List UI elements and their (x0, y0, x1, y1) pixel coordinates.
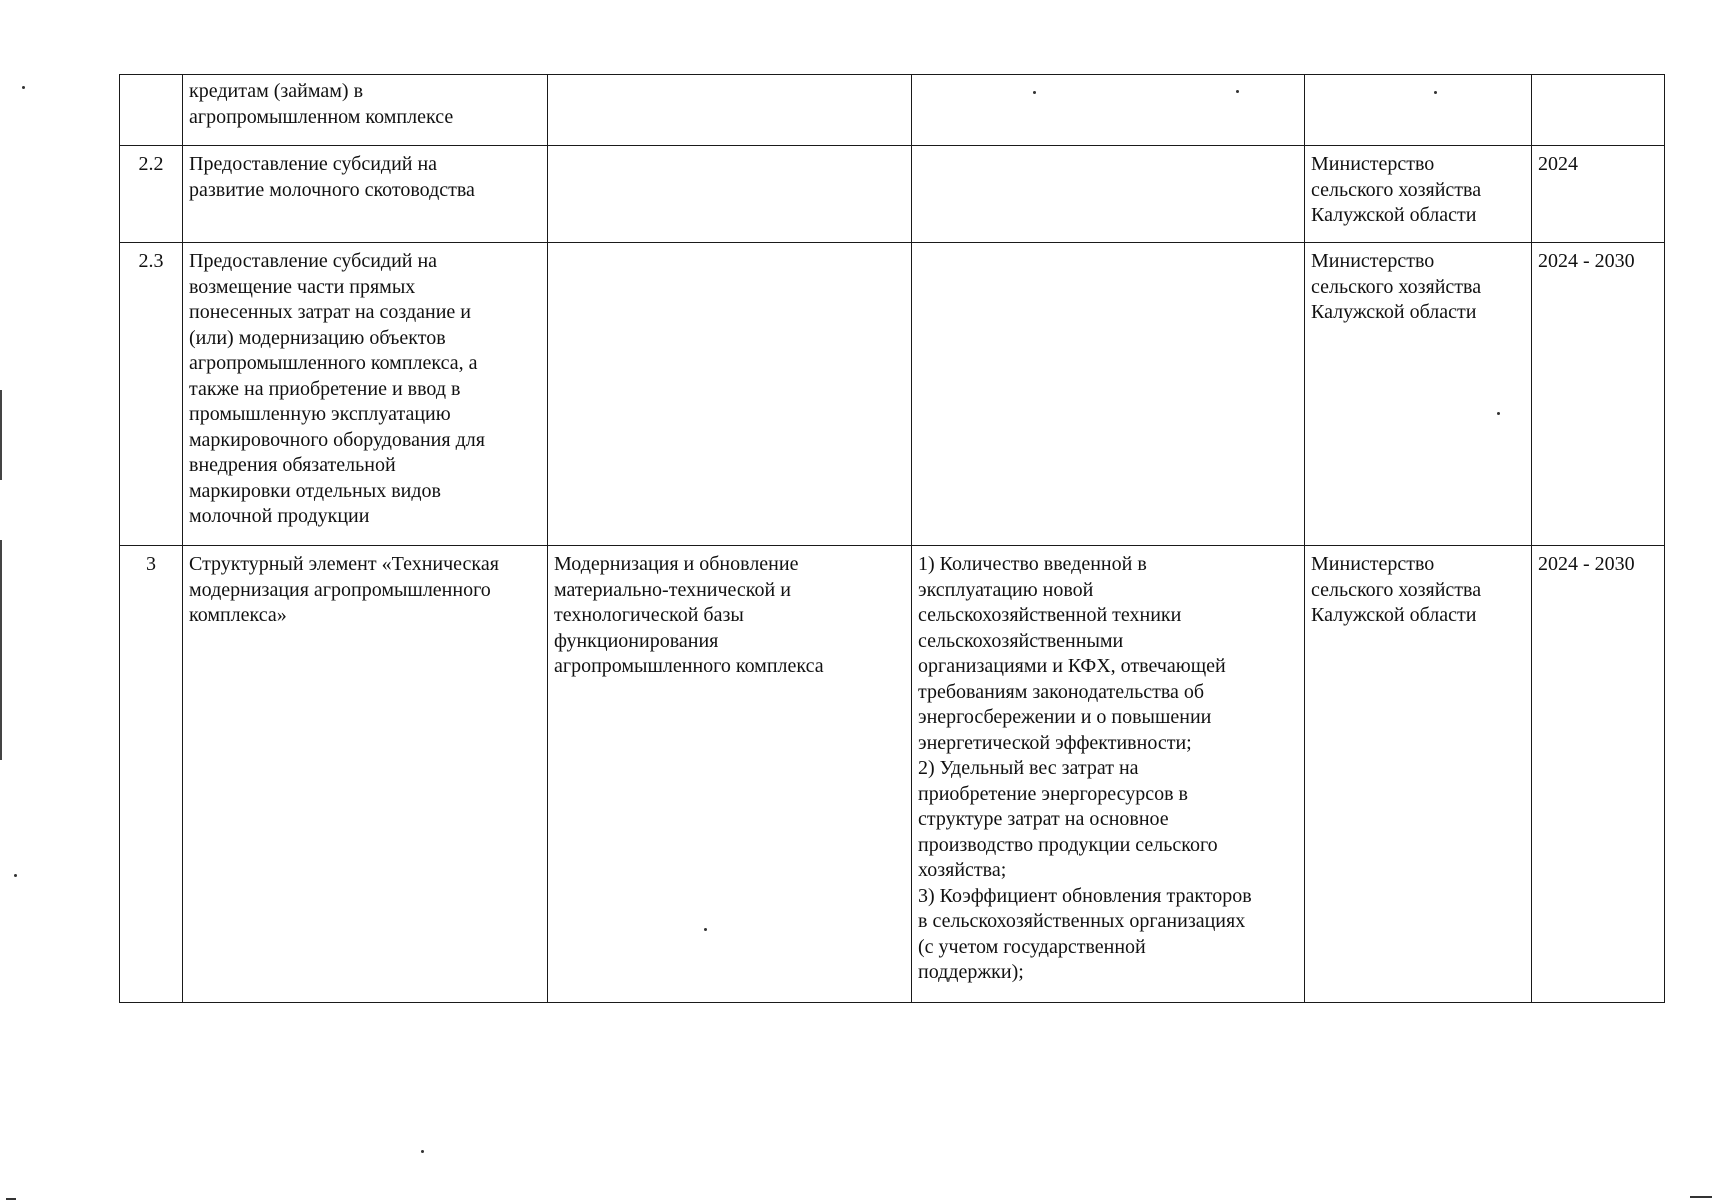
scan-speck (14, 874, 17, 877)
task-cell: Модернизация и обновление материально-технической и технологической базы функционирования агропромышленного комплекса (548, 546, 912, 1003)
row-number-cell (120, 75, 183, 146)
table-row (120, 243, 1665, 546)
responsible-cell: Министерство сельского хозяйства Калужской области (1305, 146, 1532, 243)
scan-speck (1434, 91, 1437, 94)
row-number-cell: 3 (120, 546, 183, 1003)
scan-speck (1690, 1196, 1712, 1198)
task-cell (548, 243, 912, 546)
task-cell (548, 146, 912, 243)
scan-edge-mark (0, 540, 2, 760)
row-number-cell: 2.3 (120, 243, 183, 546)
period-cell: 2024 - 2030 (1532, 243, 1665, 546)
scan-speck (1497, 412, 1500, 415)
measure-name-cell: Предоставление субсидий на развитие молочного скотоводства (183, 146, 548, 243)
indicator-cell (912, 146, 1305, 243)
table-row (120, 546, 1665, 1003)
scan-edge-mark (0, 390, 2, 480)
responsible-cell: Министерство сельского хозяйства Калужской области (1305, 243, 1532, 546)
period-cell (1532, 75, 1665, 146)
program-table (119, 74, 1665, 1003)
measure-name-cell: Предоставление субсидий на возмещение части прямых понесенных затрат на создание и (или) модернизацию объектов агропромышленного комплекса, а также на приобретение и ввод в промышленную эксплуатацию маркировочного оборудования для внедрения обязательной маркировки отдельных видов молочной продукции (183, 243, 548, 546)
responsible-cell: Министерство сельского хозяйства Калужской области (1305, 546, 1532, 1003)
table-row (120, 75, 1665, 146)
row-number-cell: 2.2 (120, 146, 183, 243)
indicator-cell: 1) Количество введенной в эксплуатацию новой сельскохозяйственной техники сельскохозяйственными организациями и КФХ, отвечающей требованиям законодательства об энергосбережении и о повышении энергетической эффективности; 2) Удельный вес затрат на приобретение энергоресурсов в структуре затрат на основное производство продукции сельского хозяйства; 3) Коэффициент обновления тракторов в сельскохозяйственных организациях (с учетом государственной поддержки); (912, 546, 1305, 1003)
indicator-cell (912, 243, 1305, 546)
period-cell: 2024 (1532, 146, 1665, 243)
scan-speck (704, 928, 707, 931)
responsible-cell (1305, 75, 1532, 146)
task-cell (548, 75, 912, 146)
scan-speck (1033, 91, 1036, 94)
scan-speck (22, 86, 25, 89)
table-row (120, 146, 1665, 243)
scan-speck (1236, 90, 1239, 93)
period-cell: 2024 - 2030 (1532, 546, 1665, 1003)
measure-name-cell: Структурный элемент «Техническая модернизация агропромышленного комплекса» (183, 546, 548, 1003)
indicator-cell (912, 75, 1305, 146)
scan-speck (421, 1150, 424, 1153)
measure-name-cell: кредитам (займам) в агропромышленном комплексе (183, 75, 548, 146)
